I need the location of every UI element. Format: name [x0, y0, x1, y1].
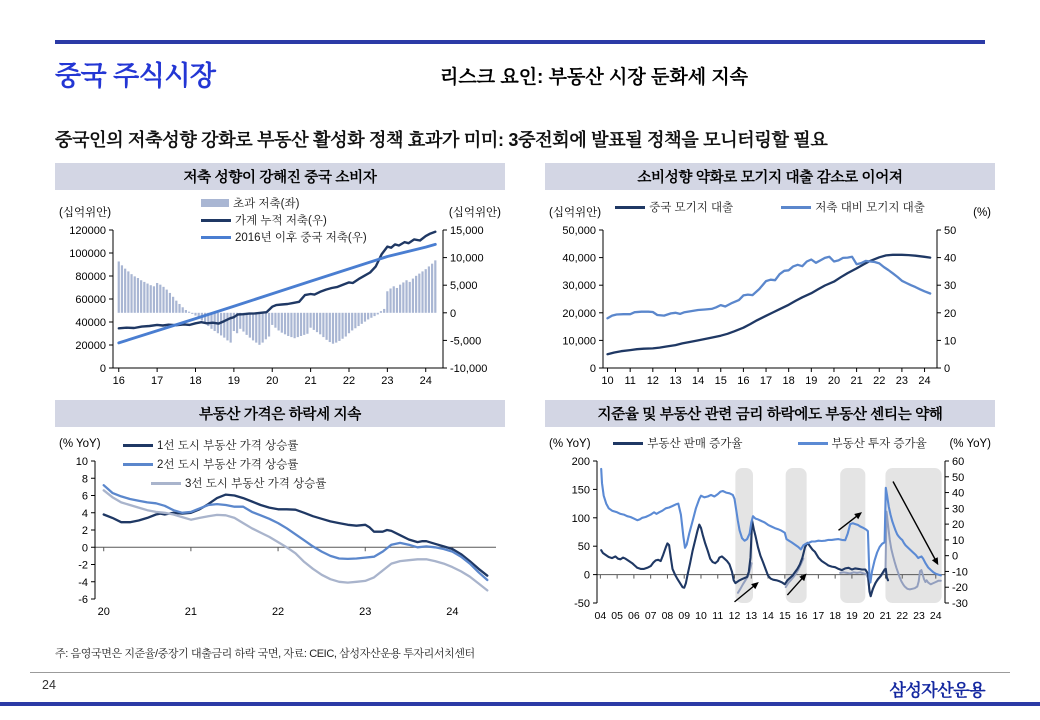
legend-item: [613, 435, 742, 451]
svg-text:15: 15: [778, 610, 791, 622]
svg-text:0: 0: [81, 542, 88, 555]
svg-text:18: 18: [829, 610, 841, 622]
legend-swatch-line: [798, 442, 828, 445]
svg-text:20: 20: [952, 519, 965, 532]
rate-cut-band: [840, 468, 865, 603]
savings-chart-legend: [201, 195, 367, 245]
legend-item: [615, 199, 733, 215]
svg-text:(십억위안): (십억위안): [549, 207, 602, 219]
svg-text:20: 20: [827, 375, 841, 387]
svg-text:17: 17: [759, 375, 773, 387]
svg-text:19: 19: [227, 375, 240, 387]
svg-text:30: 30: [944, 280, 957, 293]
legend-item: [123, 456, 298, 472]
svg-text:14: 14: [762, 610, 774, 622]
svg-text:19: 19: [846, 610, 858, 622]
svg-text:20: 20: [944, 307, 957, 320]
panel-property-sentiment: [545, 400, 995, 639]
svg-text:05: 05: [611, 610, 623, 622]
svg-text:12: 12: [646, 375, 659, 387]
svg-text:0: 0: [583, 569, 590, 582]
svg-text:150: 150: [571, 484, 590, 497]
svg-text:50: 50: [944, 225, 957, 237]
bottom-rule: [0, 702, 1040, 706]
svg-text:24: 24: [918, 375, 931, 387]
svg-text:20: 20: [97, 606, 110, 618]
svg-text:21: 21: [184, 606, 198, 618]
svg-text:10,000: 10,000: [562, 335, 596, 348]
svg-text:20000: 20000: [75, 340, 106, 352]
svg-text:20,000: 20,000: [562, 307, 596, 320]
legend-label: 1선 도시 부동산 가격 상승률: [157, 440, 299, 452]
svg-text:06: 06: [628, 610, 640, 622]
svg-text:40: 40: [952, 487, 965, 500]
svg-text:22: 22: [271, 606, 285, 618]
panel-savings-title: 저축 성향이 강해진 중국 소비자: [55, 163, 505, 190]
svg-text:07: 07: [644, 610, 657, 622]
svg-text:200: 200: [571, 456, 590, 468]
svg-text:16: 16: [112, 375, 125, 387]
page-title: 중국 주식시장: [55, 61, 216, 91]
top-rule: [55, 40, 985, 44]
svg-text:-30: -30: [952, 598, 968, 610]
legend-item: [151, 475, 326, 491]
svg-text:21: 21: [879, 610, 892, 622]
svg-text:17: 17: [151, 375, 164, 387]
panel-property-prices: [55, 400, 505, 639]
legend-swatch-line: [201, 236, 231, 239]
legend-label: 부동산 투자 증가율: [831, 438, 927, 450]
svg-text:(십억위안): (십억위안): [59, 207, 112, 219]
svg-text:18: 18: [189, 375, 202, 387]
legend-swatch-line: [123, 444, 153, 447]
svg-text:(% YoY): (% YoY): [59, 438, 101, 450]
svg-text:14: 14: [691, 375, 705, 387]
svg-text:23: 23: [913, 610, 925, 622]
svg-text:11: 11: [712, 610, 724, 622]
key-message: 중국인의 저축성향 강화로 부동산 활성화 정책 효과가 미미: 3중전회에 발표될 정책을 모니터링할 필요: [55, 130, 828, 150]
svg-text:10: 10: [944, 335, 957, 348]
svg-text:04: 04: [594, 610, 607, 622]
svg-text:10: 10: [952, 534, 965, 547]
svg-text:10: 10: [601, 375, 614, 387]
svg-text:-6: -6: [78, 594, 88, 606]
legend-swatch-line: [201, 219, 231, 222]
legend-label: 2016년 이후 중국 저축(우): [235, 232, 367, 244]
svg-text:8: 8: [81, 473, 88, 486]
svg-text:30: 30: [952, 503, 965, 516]
panel-property-sentiment-chart: [545, 427, 995, 639]
svg-text:40,000: 40,000: [562, 252, 596, 265]
mortgage-to-savings-ratio-line: [608, 257, 931, 319]
svg-text:(%): (%): [973, 207, 991, 219]
svg-text:80000: 80000: [75, 271, 106, 283]
svg-text:22: 22: [873, 375, 886, 387]
svg-text:23: 23: [359, 606, 372, 618]
panel-savings-chart: [55, 190, 505, 402]
svg-text:15,000: 15,000: [450, 225, 484, 237]
panel-mortgage: [545, 163, 995, 402]
svg-text:24: 24: [929, 610, 942, 622]
svg-text:16: 16: [737, 375, 750, 387]
svg-text:-10,000: -10,000: [450, 363, 488, 375]
legend-swatch-line: [615, 206, 645, 209]
svg-text:10,000: 10,000: [450, 252, 484, 265]
svg-text:08: 08: [661, 610, 674, 622]
legend-label: 3선 도시 부동산 가격 상승률: [185, 478, 327, 490]
panel-property-prices-title: 부동산 가격은 하락세 지속: [55, 400, 505, 427]
svg-text:23: 23: [381, 375, 394, 387]
legend-swatch-line: [123, 463, 153, 466]
svg-text:6: 6: [81, 490, 88, 503]
svg-text:-2: -2: [78, 559, 88, 572]
excess-savings-bars: [118, 260, 437, 344]
legend-item: [201, 195, 367, 211]
legend-item: [201, 229, 367, 245]
svg-text:21: 21: [850, 375, 863, 387]
mortgage-chart-canvas: [545, 190, 995, 402]
svg-text:100: 100: [571, 512, 590, 525]
svg-text:12: 12: [728, 610, 741, 622]
svg-text:15: 15: [714, 375, 727, 387]
svg-text:13: 13: [745, 610, 758, 622]
footer-divider: [30, 672, 1010, 673]
svg-text:-20: -20: [952, 582, 968, 595]
svg-text:20: 20: [266, 375, 279, 387]
legend-swatch-line: [151, 482, 181, 485]
legend-label: 저축 대비 모기지 대출: [815, 202, 925, 214]
svg-text:19: 19: [805, 375, 818, 387]
svg-text:22: 22: [896, 610, 909, 622]
tier2-city-price-line: [104, 485, 488, 580]
panel-mortgage-chart: [545, 190, 995, 402]
svg-text:0: 0: [589, 363, 596, 375]
svg-text:-10: -10: [952, 566, 968, 579]
svg-text:(% YoY): (% YoY): [549, 438, 591, 450]
svg-text:50: 50: [577, 541, 590, 554]
svg-text:22: 22: [342, 375, 356, 387]
svg-text:23: 23: [895, 375, 909, 387]
legend-label: 2선 도시 부동산 가격 상승률: [157, 459, 299, 471]
svg-text:30,000: 30,000: [562, 280, 596, 293]
svg-text:0: 0: [952, 550, 959, 563]
svg-text:09: 09: [678, 610, 691, 622]
legend-swatch-line: [781, 206, 811, 209]
svg-text:60000: 60000: [75, 294, 106, 306]
svg-text:40000: 40000: [75, 317, 106, 329]
property-sentiment-chart-legend: [545, 435, 995, 451]
china-mortgage-loans-line: [608, 255, 931, 354]
svg-text:24: 24: [446, 606, 459, 618]
mortgage-chart-legend: [545, 199, 995, 215]
panel-mortgage-title: 소비성향 약화로 모기지 대출 감소로 이어져: [545, 163, 995, 190]
svg-text:13: 13: [669, 375, 682, 387]
svg-text:40: 40: [944, 252, 957, 265]
property-prices-chart-legend: [123, 437, 495, 491]
svg-text:11: 11: [624, 375, 636, 387]
legend-item: [201, 212, 367, 228]
svg-text:0: 0: [99, 363, 106, 375]
svg-text:5,000: 5,000: [450, 280, 478, 293]
panel-property-sentiment-title: 지준율 및 부동산 관련 금리 하락에도 부동산 센티는 약해: [545, 400, 995, 427]
company-logo: 삼성자산운용: [889, 681, 985, 700]
svg-text:100000: 100000: [69, 248, 106, 260]
legend-label: 부동산 판매 증가율: [647, 438, 743, 450]
svg-text:60: 60: [952, 456, 965, 468]
panel-property-prices-chart: [55, 427, 505, 639]
svg-text:18: 18: [782, 375, 795, 387]
svg-text:50,000: 50,000: [562, 225, 596, 237]
page-number: 24: [42, 678, 56, 692]
svg-text:17: 17: [812, 610, 825, 622]
legend-item: [781, 199, 925, 215]
legend-label: 중국 모기지 대출: [649, 202, 734, 214]
svg-text:(% YoY): (% YoY): [949, 438, 991, 450]
property-sentiment-chart-canvas: [545, 427, 995, 639]
svg-text:4: 4: [81, 507, 88, 520]
source-note: 주: 음영국면은 지준율/중장기 대출금리 하락 국면, 자료: CEIC, 삼성자산운용 투자리서치센터: [55, 648, 475, 660]
legend-item: [798, 435, 927, 451]
legend-swatch-line: [613, 442, 643, 445]
svg-text:0: 0: [450, 307, 457, 320]
svg-text:21: 21: [304, 375, 317, 387]
svg-text:120000: 120000: [69, 225, 106, 237]
svg-text:2: 2: [81, 525, 88, 537]
svg-text:-5,000: -5,000: [450, 335, 482, 348]
legend-label: 초과 저축(좌): [233, 198, 300, 210]
legend-label: 가계 누적 저축(우): [235, 215, 327, 227]
svg-text:10: 10: [75, 456, 88, 468]
legend-swatch-bar: [201, 199, 229, 207]
household-cumulative-savings-line: [119, 232, 436, 329]
panel-savings: [55, 163, 505, 402]
svg-text:50: 50: [952, 471, 965, 484]
svg-text:0: 0: [944, 363, 951, 375]
svg-text:-50: -50: [574, 598, 590, 610]
svg-text:16: 16: [795, 610, 808, 622]
svg-text:20: 20: [862, 610, 875, 622]
risk-subtitle: 리스크 요인: 부동산 시장 둔화세 지속: [440, 67, 749, 88]
svg-text:-4: -4: [78, 576, 88, 589]
svg-text:(십억위안): (십억위안): [448, 207, 501, 219]
svg-text:10: 10: [695, 610, 707, 622]
svg-text:24: 24: [419, 375, 432, 387]
legend-item: [123, 437, 298, 453]
